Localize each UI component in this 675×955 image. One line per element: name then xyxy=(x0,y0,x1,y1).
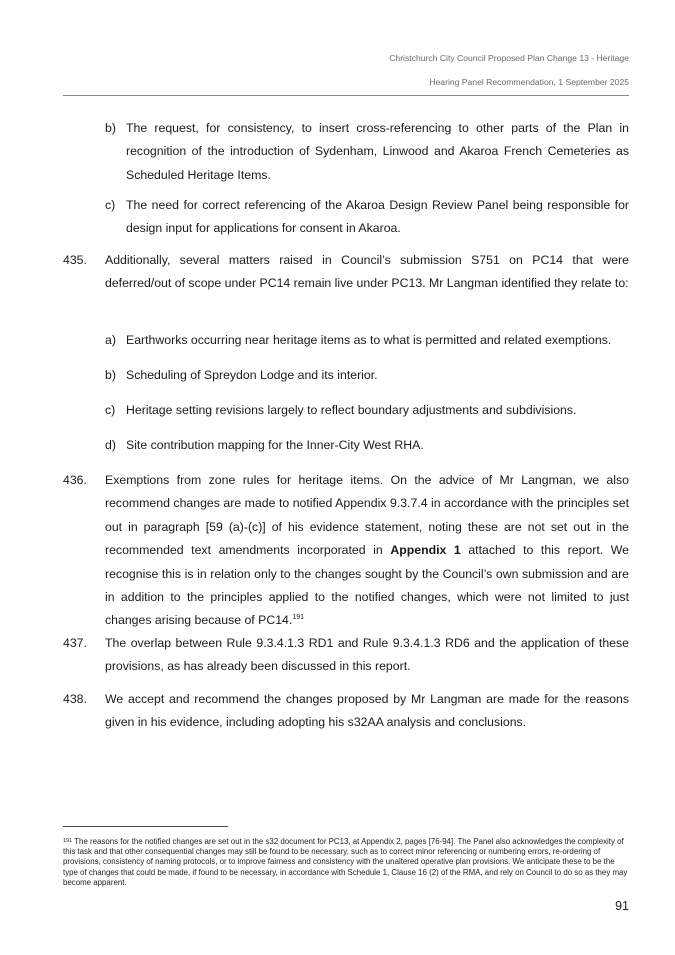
text-run: Exemptions from zone rules for heritage items. On the advice of Mr Langman, we also recommend changes are made to notified Appendix 9.3.7.4 in accordance with the principles set out in paragraph [59 (a)-(c)] of his evidence statement, noting these are not set out in the recommended text amendments incorporated in xyxy=(105,473,629,558)
text-run: attached to this report. We recognise this is in relation only to the changes sought by the Council’s own submission and are in addition to the principles applied to the notified changes, which were not limited to just changes arising because of PC14. xyxy=(105,543,629,628)
appendix-reference: Appendix 1 xyxy=(390,543,461,558)
paragraph-text xyxy=(105,469,629,633)
list-item-text: Earthworks occurring near heritage items as to what is permitted and related exemptions. xyxy=(126,333,612,347)
header-subtitle: Hearing Panel Recommendation, 1 September 2025 xyxy=(429,76,629,87)
list-item xyxy=(105,329,629,352)
list-item xyxy=(105,399,629,422)
list-item xyxy=(105,117,629,187)
paragraph-text: The overlap between Rule 9.3.4.1.3 RD1 and Rule 9.3.4.1.3 RD6 and the application of these provisions, as has already been discussed in this report. xyxy=(105,636,629,674)
list-item xyxy=(105,364,629,387)
list-item xyxy=(105,194,629,241)
paragraph-436 xyxy=(63,469,629,633)
paragraph-438 xyxy=(63,688,629,735)
footnote-number: 191 xyxy=(63,838,73,844)
footnote-reference[interactable]: 191 xyxy=(292,614,304,622)
paragraph-number: 435. xyxy=(63,253,87,267)
paragraph-435 xyxy=(63,249,629,296)
list-item-text: Scheduling of Spreydon Lodge and its interior. xyxy=(126,368,378,382)
running-header xyxy=(389,54,629,86)
footnote xyxy=(63,837,629,888)
list-item-text: Site contribution mapping for the Inner-City West RHA. xyxy=(126,438,424,452)
paragraph-437 xyxy=(63,632,629,679)
list-item-label: b) xyxy=(105,368,116,382)
list-item xyxy=(105,434,629,457)
paragraph-number: 438. xyxy=(63,692,87,706)
list-item-label: a) xyxy=(105,333,116,347)
paragraph-text: We accept and recommend the changes proposed by Mr Langman are made for the reasons given in his evidence, including adopting his s32AA analysis and conclusions. xyxy=(105,692,629,730)
list-item-text: The need for correct referencing of the Akaroa Design Review Panel being responsible for design input for applications for consent in Akaroa. xyxy=(126,198,629,236)
paragraph-text: Additionally, several matters raised in Council’s submission S751 on PC14 that were deferred/out of scope under PC14 remain live under PC13. Mr Langman identified they relate to: xyxy=(105,253,629,291)
list-item-label: c) xyxy=(105,198,116,212)
list-item-text: Heritage setting revisions largely to reflect boundary adjustments and subdivisions. xyxy=(126,403,577,417)
page-number: 91 xyxy=(615,899,629,913)
list-item-label: c) xyxy=(105,403,116,417)
footnote-text: The reasons for the notified changes are set out in the s32 document for PC13, at Appendix 2, pages [76-94]. The Panel also acknowledges the complexity of this task and that other consequential changes may still be found to be necessary, such as to correct minor referencing or numbering errors, re-ordering of provisions, consistency of naming protocols, or to improve fairness and consistency with the unaltered operative plan provisions. We anticipate these to be the type of changes that could be made, if found to be necessary, in accordance with Schedule 1, Clause 16 (2) of the RMA, and rely on Council to do so as they may become apparent. xyxy=(63,837,628,887)
header-title: Christchurch City Council Proposed Plan Change 13 - Heritage xyxy=(389,53,629,63)
list-item-text: The request, for consistency, to insert cross-referencing to other parts of the Plan in recognition of the introduction of Sydenham, Linwood and Akaroa French Cemeteries as Scheduled Heritage Items. xyxy=(126,121,629,182)
paragraph-number: 436. xyxy=(63,473,87,487)
list-item-label: d) xyxy=(105,438,116,452)
header-divider xyxy=(63,95,629,96)
list-item-label: b) xyxy=(105,121,116,135)
footnote-divider xyxy=(63,826,228,827)
paragraph-number: 437. xyxy=(63,636,87,650)
